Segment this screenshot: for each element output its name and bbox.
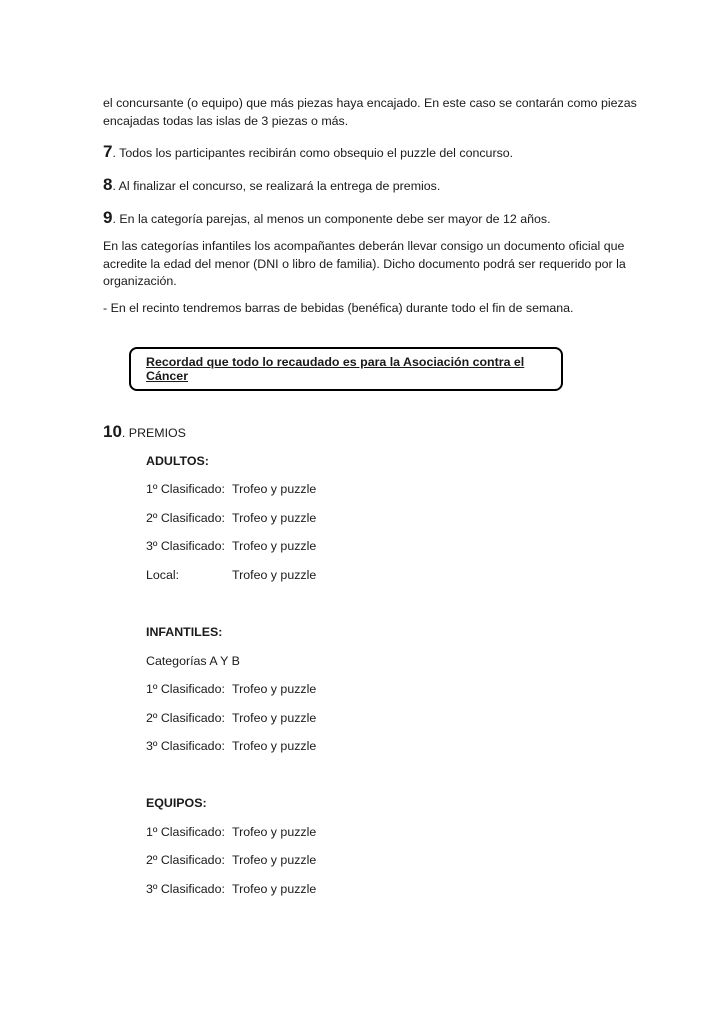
rule-text: . Todos los participantes recibirán como obsequio el puzzle del concurso.	[112, 146, 514, 160]
rule-number: 9	[103, 208, 113, 227]
list-item	[146, 568, 316, 582]
list-item	[146, 539, 316, 553]
infantiles-title: INFANTILES:	[146, 625, 223, 639]
prize-text: Trofeo y puzzle	[232, 711, 317, 725]
list-item	[146, 882, 316, 896]
list-item	[146, 511, 316, 525]
rule-text: . Al finalizar el concurso, se realizará la entrega de premios.	[112, 179, 441, 193]
rule-number: 7	[103, 142, 113, 161]
prize-text: Trofeo y puzzle	[232, 482, 317, 496]
bar-note: - En el recinto tendremos barras de bebidas (benéfica) durante todo el fin de semana.	[103, 301, 574, 315]
position-label: 3º Clasificado:	[146, 539, 225, 553]
position-label: 3º Clasificado:	[146, 739, 225, 753]
prize-text: Trofeo y puzzle	[232, 682, 317, 696]
position-label: 2º Clasificado:	[146, 711, 225, 725]
infantiles-subtitle: Categorías A Y B	[146, 654, 240, 668]
rule-8	[103, 176, 643, 196]
equipos-title: EQUIPOS:	[146, 796, 207, 810]
section-number: 10	[103, 422, 122, 441]
position-label: 3º Clasificado:	[146, 882, 225, 896]
prize-text: Trofeo y puzzle	[232, 511, 317, 525]
section-label: . PREMIOS	[121, 426, 186, 440]
rule-9	[103, 209, 643, 229]
adultos-title: ADULTOS:	[146, 454, 209, 468]
list-item	[146, 853, 316, 867]
prize-text: Trofeo y puzzle	[232, 825, 317, 839]
rule-number: 8	[103, 175, 113, 194]
prize-text: Trofeo y puzzle	[232, 568, 317, 582]
rule-text: . En la categoría parejas, al menos un componente debe ser mayor de 12 años.	[112, 212, 551, 226]
position-label: 1º Clasificado:	[146, 825, 225, 839]
list-item	[146, 682, 316, 696]
notice-box	[129, 347, 563, 391]
premios-heading	[103, 422, 186, 442]
prize-text: Trofeo y puzzle	[232, 882, 317, 896]
list-item	[146, 482, 316, 496]
position-label: 1º Clasificado:	[146, 682, 225, 696]
position-label: Local:	[146, 568, 180, 582]
notice-text: Recordad que todo lo recaudado es para la Asociación contra el Cáncer	[146, 355, 525, 383]
list-item	[146, 739, 316, 753]
position-label: 2º Clasificado:	[146, 853, 225, 867]
list-item	[146, 825, 316, 839]
list-item	[146, 711, 316, 725]
prize-text: Trofeo y puzzle	[232, 739, 317, 753]
position-label: 1º Clasificado:	[146, 482, 225, 496]
prize-text: Trofeo y puzzle	[232, 853, 317, 867]
intro-paragraph: el concursante (o equipo) que más piezas haya encajado. En este caso se contarán como piezas encajadas todas las islas de 3 piezas o más.	[103, 96, 637, 128]
prize-text: Trofeo y puzzle	[232, 539, 317, 553]
infantil-note: En las categorías infantiles los acompañantes deberán llevar consigo un documento oficial que acredite la edad del menor (DNI o libro de familia). Dicho documento podrá ser requerido por la organización.	[103, 239, 626, 288]
position-label: 2º Clasificado:	[146, 511, 225, 525]
rule-7	[103, 143, 643, 163]
